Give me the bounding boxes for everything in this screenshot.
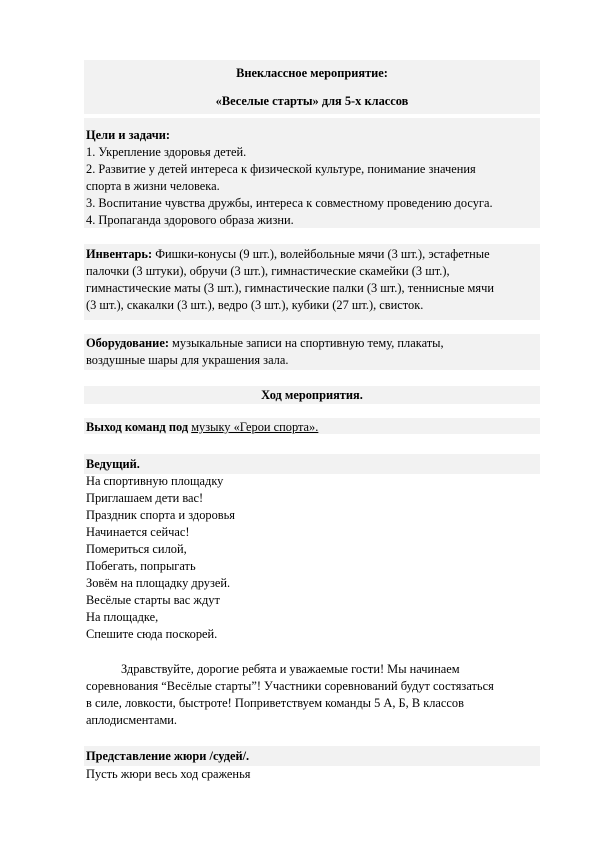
entrance-line — [86, 420, 318, 435]
progress-heading: Ход мероприятия. — [261, 388, 363, 402]
goal-item: спорта в жизни человека. — [86, 179, 220, 193]
jury-label: Представление жюри /судей/. — [86, 749, 250, 763]
greeting-line-4: аплодисментами. — [86, 713, 178, 727]
equipment-line-1 — [86, 336, 444, 351]
goal-item: 3. Воспитание чувства дружбы, интереса к совместному проведению досуга. — [86, 196, 493, 210]
greeting-line-2: соревнования “Весёлые старты”! Участники соревнований будут состязаться — [86, 679, 494, 693]
title-line-2: «Веселые старты» для 5-х классов — [215, 94, 409, 108]
inventory-label: Инвентарь: — [86, 247, 153, 261]
host-label-shade — [84, 454, 540, 474]
poem-line: Побегать, попрыгать — [86, 559, 196, 573]
music-link[interactable]: музыку «Герои спорта». — [191, 420, 319, 434]
equipment-label: Оборудование: — [86, 336, 169, 350]
greeting-line-1: Здравствуйте, дорогие ребята и уважаемые гости! Мы начинаем — [121, 662, 460, 676]
poem-line: Начинается сейчас! — [86, 525, 190, 539]
inventory-line-3: гимнастические маты (3 шт.), гимнастические палки (3 шт.), теннисные мячи — [86, 281, 494, 295]
goals-heading: Цели и задачи: — [86, 128, 170, 142]
host-label: Ведущий. — [86, 457, 140, 471]
inventory-line-4: (3 шт.), скакалки (3 шт.), ведро (3 шт.), кубики (27 шт.), свисток. — [86, 298, 424, 312]
poem-line: Спешите сюда поскорей. — [86, 627, 218, 641]
poem-line: Приглашаем дети вас! — [86, 491, 204, 505]
entrance-label: Выход команд под — [86, 420, 192, 434]
jury-line-1: Пусть жюри весь ход сраженья — [86, 767, 251, 781]
inventory-text: Фишки-конусы (9 шт.), волейбольные мячи (3 шт.), эстафетные — [152, 247, 490, 261]
goal-item: 2. Развитие у детей интереса к физической культуре, понимание значения — [86, 162, 476, 176]
poem-line: На площадке, — [86, 610, 159, 624]
goal-item: 1. Укрепление здоровья детей. — [86, 145, 247, 159]
inventory-line-2: палочки (3 штуки), обручи (3 шт.), гимнастические скамейки (3 шт.), — [86, 264, 450, 278]
poem-line: Зовём на площадку друзей. — [86, 576, 231, 590]
greeting-line-3: в силе, ловкости, быстроте! Поприветствуем команды 5 А, Б, В классов — [86, 696, 464, 710]
poem-line: Помериться силой, — [86, 542, 187, 556]
poem-line: Праздник спорта и здоровья — [86, 508, 236, 522]
equipment-text: музыкальные записи на спортивную тему, плакаты, — [168, 336, 444, 350]
poem-line: Весёлые старты вас ждут — [86, 593, 220, 607]
title-line-1: Внеклассное мероприятие: — [236, 66, 388, 80]
equipment-line-2: воздушные шары для украшения зала. — [86, 353, 289, 367]
inventory-line-1 — [86, 247, 490, 262]
goal-item: 4. Пропаганда здорового образа жизни. — [86, 213, 294, 227]
poem-line: На спортивную площадку — [86, 474, 224, 488]
